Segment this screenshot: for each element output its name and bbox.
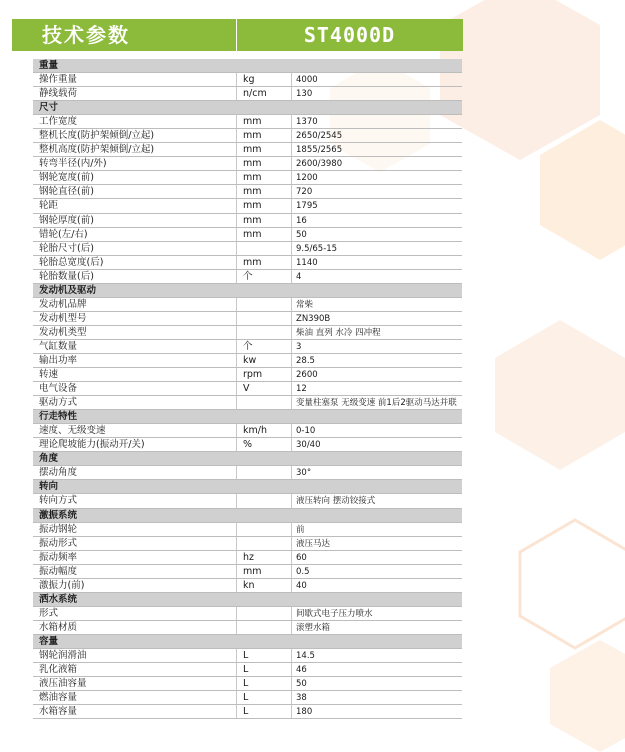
param-name: 轮胎数量(后) bbox=[39, 270, 94, 282]
column-divider bbox=[291, 228, 292, 241]
param-unit: kg bbox=[243, 74, 255, 86]
param-value: 间歇式电子压力喷水 bbox=[296, 608, 373, 619]
column-divider bbox=[236, 677, 237, 690]
param-unit: L bbox=[243, 692, 249, 704]
param-unit: % bbox=[243, 439, 253, 451]
param-name: 发动机品牌 bbox=[39, 298, 87, 310]
param-name: 整机高度(防护架倾倒/立起) bbox=[39, 144, 155, 156]
spec-row bbox=[33, 677, 462, 691]
param-unit: L bbox=[243, 678, 249, 690]
column-divider bbox=[291, 242, 292, 255]
spec-row bbox=[33, 663, 462, 677]
column-divider bbox=[291, 438, 292, 451]
column-divider bbox=[236, 649, 237, 662]
column-divider bbox=[236, 551, 237, 564]
column-divider bbox=[291, 396, 292, 409]
column-divider bbox=[291, 143, 292, 156]
section-header bbox=[33, 284, 462, 298]
param-name: 理论爬坡能力(振动开/关) bbox=[39, 439, 145, 451]
param-name: 驱动方式 bbox=[39, 397, 78, 409]
param-name: 气缸数量 bbox=[39, 340, 78, 352]
param-unit: 个 bbox=[243, 340, 253, 352]
column-divider bbox=[236, 256, 237, 269]
column-divider bbox=[291, 551, 292, 564]
param-value: 1795 bbox=[296, 201, 318, 212]
column-divider bbox=[236, 368, 237, 381]
param-name: 错轮(左/右) bbox=[39, 228, 88, 240]
param-value: 28.5 bbox=[296, 355, 315, 366]
column-divider bbox=[291, 565, 292, 578]
column-divider bbox=[236, 214, 237, 227]
param-unit: km/h bbox=[243, 425, 267, 437]
column-divider bbox=[291, 256, 292, 269]
param-value: 16 bbox=[296, 215, 307, 226]
param-unit: mm bbox=[243, 214, 262, 226]
param-name: 摆动角度 bbox=[39, 467, 78, 479]
spec-row bbox=[33, 621, 462, 635]
column-divider bbox=[291, 382, 292, 395]
column-divider bbox=[236, 87, 237, 100]
column-divider bbox=[291, 494, 292, 507]
section-header bbox=[33, 509, 462, 523]
param-name: 振动钢轮 bbox=[39, 523, 78, 535]
param-value: 720 bbox=[296, 187, 313, 198]
column-divider bbox=[291, 270, 292, 283]
param-name: 轮胎总宽度(后) bbox=[39, 256, 104, 268]
section-title: 行走特性 bbox=[39, 411, 78, 423]
section-header bbox=[33, 59, 462, 73]
column-divider bbox=[236, 73, 237, 86]
column-divider bbox=[236, 326, 237, 339]
column-divider bbox=[291, 621, 292, 634]
param-value: 4 bbox=[296, 271, 302, 282]
param-unit: 个 bbox=[243, 270, 253, 282]
param-name: 工作宽度 bbox=[39, 116, 78, 128]
column-divider bbox=[236, 157, 237, 170]
section-title: 激振系统 bbox=[39, 509, 78, 521]
param-value: 9.5/65-15 bbox=[296, 243, 338, 254]
param-name: 振动频率 bbox=[39, 551, 78, 563]
param-value: 柴油 直列 水冷 四冲程 bbox=[296, 327, 381, 338]
param-value: 46 bbox=[296, 665, 307, 676]
spec-row bbox=[33, 256, 462, 270]
column-divider bbox=[236, 143, 237, 156]
spec-row bbox=[33, 228, 462, 242]
spec-row bbox=[33, 242, 462, 256]
column-divider bbox=[236, 270, 237, 283]
param-unit: mm bbox=[243, 116, 262, 128]
spec-row bbox=[33, 115, 462, 129]
column-divider bbox=[291, 171, 292, 184]
model-name: ST4000D bbox=[303, 23, 396, 47]
param-unit: L bbox=[243, 649, 249, 661]
column-divider bbox=[236, 228, 237, 241]
param-name: 形式 bbox=[39, 607, 59, 619]
column-divider bbox=[236, 129, 237, 142]
column-divider bbox=[291, 691, 292, 704]
column-divider bbox=[291, 73, 292, 86]
column-divider bbox=[291, 326, 292, 339]
param-value: ZN390B bbox=[296, 313, 331, 324]
param-name: 速度、无级变速 bbox=[39, 425, 106, 437]
param-name: 电气设备 bbox=[39, 383, 78, 395]
param-name: 水箱容量 bbox=[39, 706, 78, 718]
section-header bbox=[33, 480, 462, 494]
param-value: 液压转向 摆动铰接式 bbox=[296, 496, 376, 507]
param-value: 130 bbox=[296, 89, 313, 100]
param-unit: kn bbox=[243, 579, 255, 591]
param-unit: V bbox=[243, 383, 250, 395]
spec-row bbox=[33, 87, 462, 101]
column-divider bbox=[291, 214, 292, 227]
param-name: 钢轮润滑油 bbox=[39, 649, 87, 661]
column-divider bbox=[236, 199, 237, 212]
spec-row bbox=[33, 171, 462, 185]
column-divider bbox=[291, 424, 292, 437]
spec-title: 技术参数 bbox=[42, 23, 130, 47]
param-name: 发动机型号 bbox=[39, 312, 87, 324]
param-name: 转向方式 bbox=[39, 495, 78, 507]
section-header bbox=[33, 410, 462, 424]
param-value: 滚塑水箱 bbox=[296, 622, 331, 633]
spec-row bbox=[33, 438, 462, 452]
column-divider bbox=[291, 87, 292, 100]
section-title: 发动机及驱动 bbox=[39, 284, 97, 296]
param-name: 转速 bbox=[39, 369, 59, 381]
spec-table bbox=[33, 59, 462, 719]
section-title: 角度 bbox=[39, 453, 59, 465]
section-title: 转向 bbox=[39, 481, 59, 493]
column-divider bbox=[236, 466, 237, 479]
spec-row bbox=[33, 551, 462, 565]
column-divider bbox=[291, 466, 292, 479]
param-unit: mm bbox=[243, 565, 262, 577]
column-divider bbox=[236, 312, 237, 325]
param-unit: mm bbox=[243, 228, 262, 240]
param-name: 轮距 bbox=[39, 200, 59, 212]
spec-row bbox=[33, 199, 462, 213]
param-name: 钢轮直径(前) bbox=[39, 186, 94, 198]
param-name: 整机长度(防护架倾倒/立起) bbox=[39, 130, 155, 142]
column-divider bbox=[236, 579, 237, 592]
column-divider bbox=[236, 382, 237, 395]
param-name: 转弯半径(内/外) bbox=[39, 158, 107, 170]
param-value: 50 bbox=[296, 679, 307, 690]
spec-header-bar bbox=[12, 19, 463, 51]
spec-row bbox=[33, 143, 462, 157]
param-value: 4000 bbox=[296, 75, 318, 86]
spec-row bbox=[33, 424, 462, 438]
spec-row bbox=[33, 649, 462, 663]
param-value: 50 bbox=[296, 229, 307, 240]
param-unit: mm bbox=[243, 144, 262, 156]
column-divider bbox=[236, 115, 237, 128]
spec-row bbox=[33, 214, 462, 228]
param-unit: mm bbox=[243, 256, 262, 268]
column-divider bbox=[236, 691, 237, 704]
spec-row bbox=[33, 607, 462, 621]
param-value: 3 bbox=[296, 341, 302, 352]
param-name: 乳化液箱 bbox=[39, 664, 78, 676]
column-divider bbox=[236, 705, 237, 718]
column-divider bbox=[291, 677, 292, 690]
spec-row bbox=[33, 326, 462, 340]
column-divider bbox=[291, 607, 292, 620]
spec-row bbox=[33, 523, 462, 537]
spec-row bbox=[33, 382, 462, 396]
column-divider bbox=[236, 621, 237, 634]
param-name: 钢轮宽度(前) bbox=[39, 172, 94, 184]
param-unit: rpm bbox=[243, 369, 263, 381]
column-divider bbox=[236, 242, 237, 255]
param-value: 0-10 bbox=[296, 426, 316, 437]
column-divider bbox=[291, 523, 292, 536]
param-name: 静线载荷 bbox=[39, 88, 78, 100]
column-divider bbox=[291, 157, 292, 170]
section-title: 容量 bbox=[39, 635, 59, 647]
param-unit: mm bbox=[243, 158, 262, 170]
column-divider bbox=[236, 298, 237, 311]
column-divider bbox=[291, 663, 292, 676]
column-divider bbox=[236, 171, 237, 184]
param-value: 40 bbox=[296, 580, 307, 591]
section-title: 尺寸 bbox=[39, 102, 59, 114]
param-value: 30° bbox=[296, 468, 312, 479]
column-divider bbox=[236, 523, 237, 536]
param-value: 常柴 bbox=[296, 299, 314, 310]
section-title: 重量 bbox=[39, 60, 59, 71]
param-value: 1855/2565 bbox=[296, 145, 343, 156]
column-divider bbox=[291, 649, 292, 662]
spec-row bbox=[33, 298, 462, 312]
column-divider bbox=[291, 354, 292, 367]
param-value: 2650/2545 bbox=[296, 131, 343, 142]
param-name: 输出功率 bbox=[39, 354, 78, 366]
param-value: 0.5 bbox=[296, 566, 310, 577]
spec-row bbox=[33, 185, 462, 199]
column-divider bbox=[291, 340, 292, 353]
column-divider bbox=[236, 438, 237, 451]
param-value: 2600 bbox=[296, 370, 318, 381]
param-value: 液压马达 bbox=[296, 538, 331, 549]
param-name: 水箱材质 bbox=[39, 621, 78, 633]
param-unit: mm bbox=[243, 130, 262, 142]
column-divider bbox=[291, 705, 292, 718]
spec-row bbox=[33, 157, 462, 171]
param-value: 12 bbox=[296, 384, 307, 395]
column-divider bbox=[236, 565, 237, 578]
section-header bbox=[33, 593, 462, 607]
param-value: 1140 bbox=[296, 257, 318, 268]
spec-row bbox=[33, 354, 462, 368]
column-divider bbox=[236, 354, 237, 367]
param-value: 30/40 bbox=[296, 440, 321, 451]
param-value: 1200 bbox=[296, 173, 318, 184]
column-divider bbox=[291, 115, 292, 128]
param-unit: n/cm bbox=[243, 88, 267, 100]
param-name: 钢轮厚度(前) bbox=[39, 214, 94, 226]
column-divider bbox=[291, 537, 292, 550]
param-name: 振动形式 bbox=[39, 537, 78, 549]
column-divider bbox=[236, 494, 237, 507]
param-unit: hz bbox=[243, 551, 255, 563]
param-unit: L bbox=[243, 706, 249, 718]
column-divider bbox=[291, 368, 292, 381]
param-name: 轮胎尺寸(后) bbox=[39, 242, 94, 254]
param-value: 2600/3980 bbox=[296, 159, 343, 170]
column-divider bbox=[291, 129, 292, 142]
spec-row bbox=[33, 368, 462, 382]
column-divider bbox=[291, 185, 292, 198]
param-name: 操作重量 bbox=[39, 74, 78, 86]
param-name: 燃油容量 bbox=[39, 692, 78, 704]
param-unit: mm bbox=[243, 200, 262, 212]
param-value: 180 bbox=[296, 707, 313, 718]
param-value: 60 bbox=[296, 552, 307, 563]
column-divider bbox=[236, 340, 237, 353]
spec-row bbox=[33, 270, 462, 284]
column-divider bbox=[236, 537, 237, 550]
spec-row bbox=[33, 73, 462, 87]
spec-row bbox=[33, 129, 462, 143]
column-divider bbox=[291, 579, 292, 592]
column-divider bbox=[236, 424, 237, 437]
param-name: 发动机类型 bbox=[39, 326, 87, 338]
column-divider bbox=[291, 298, 292, 311]
param-name: 激振力(前) bbox=[39, 579, 85, 591]
spec-row bbox=[33, 494, 462, 508]
section-header bbox=[33, 635, 462, 649]
spec-row bbox=[33, 466, 462, 480]
column-divider bbox=[291, 312, 292, 325]
spec-row bbox=[33, 579, 462, 593]
column-divider bbox=[236, 396, 237, 409]
param-unit: mm bbox=[243, 172, 262, 184]
spec-row bbox=[33, 705, 462, 719]
spec-row bbox=[33, 340, 462, 354]
param-value: 前 bbox=[296, 524, 305, 535]
param-value: 变量柱塞泵 无级变速 前1后2驱动马达并联 bbox=[296, 398, 457, 409]
spec-row bbox=[33, 537, 462, 551]
spec-row bbox=[33, 691, 462, 705]
column-divider bbox=[236, 607, 237, 620]
section-header bbox=[33, 101, 462, 115]
param-value: 14.5 bbox=[296, 650, 315, 661]
section-title: 洒水系统 bbox=[39, 593, 78, 605]
param-value: 1370 bbox=[296, 117, 318, 128]
spec-row bbox=[33, 312, 462, 326]
param-name: 振动幅度 bbox=[39, 565, 78, 577]
spec-row bbox=[33, 396, 462, 410]
param-unit: L bbox=[243, 664, 249, 676]
spec-row bbox=[33, 565, 462, 579]
param-name: 液压油容量 bbox=[39, 678, 87, 690]
param-unit: kw bbox=[243, 354, 257, 366]
column-divider bbox=[236, 663, 237, 676]
param-unit: mm bbox=[243, 186, 262, 198]
param-value: 38 bbox=[296, 693, 307, 704]
section-header bbox=[33, 452, 462, 466]
column-divider bbox=[236, 185, 237, 198]
column-divider bbox=[291, 199, 292, 212]
